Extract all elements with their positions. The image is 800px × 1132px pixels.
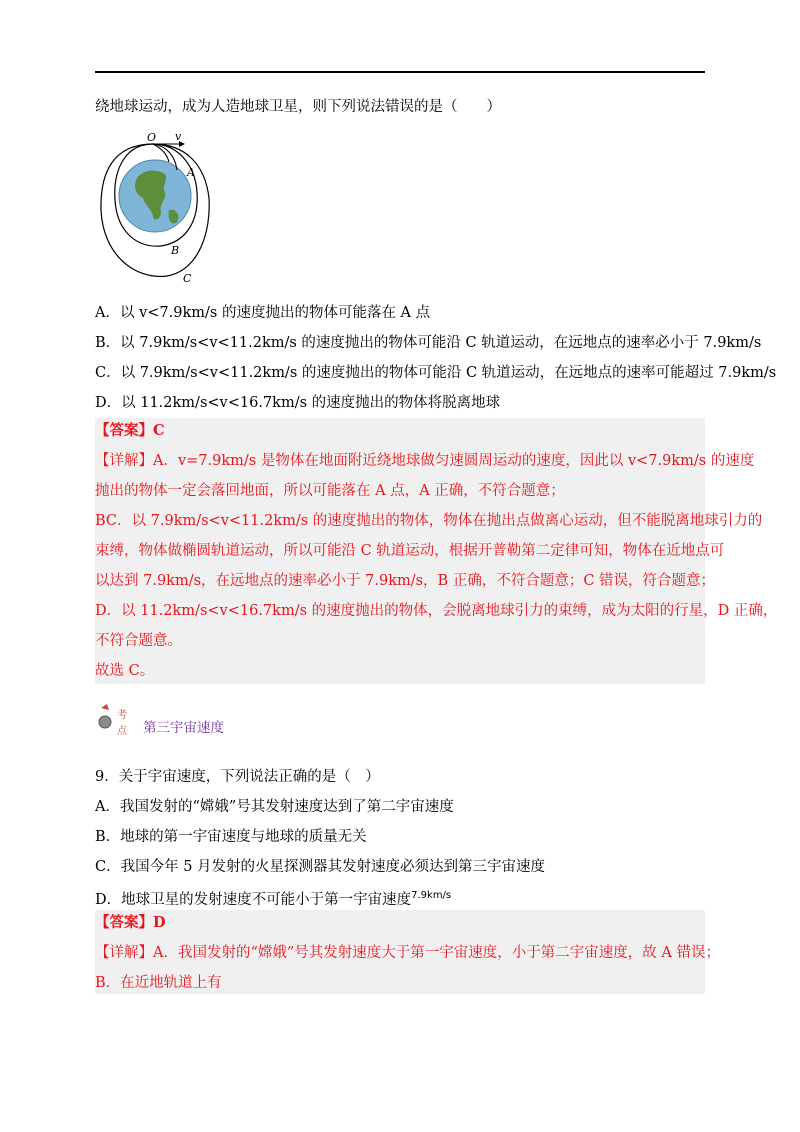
- q9-answer: 【答案】D: [95, 914, 166, 931]
- q9-option-b: B．地球的第一宇宙速度与地球的质量无关: [95, 829, 367, 845]
- q8-explain-line: D．以 11.2km/s<v<16.7km/s 的速度抛出的物体，会脱离地球引力的束缚，成为太阳的行星，D 正确，: [95, 603, 778, 619]
- kaodian-icon-text-1: 考: [117, 710, 127, 721]
- q9-answer-box: [95, 910, 720, 994]
- label-o: O: [147, 131, 157, 144]
- label-b: B: [171, 244, 180, 257]
- q9-option-d-row: [95, 886, 451, 910]
- q8-option-b: B．以 7.9km/s<v<11.2km/s 的速度抛出的物体可能沿 C 轨道运动，在远地点的速率必小于 7.9km/s: [95, 335, 762, 351]
- trajectory-figure: [95, 130, 215, 290]
- q9-explain-line: 【详解】A．我国发射的“嫦娥”号其发射速度大于第一宇宙速度，小于第二宇宙速度，故 A 错误；: [95, 945, 720, 961]
- label-v: v: [175, 130, 182, 143]
- q8-explain-line: 故选 C。: [95, 663, 155, 679]
- label-c: C: [183, 272, 192, 285]
- q9-option-a: A．我国发射的“嫦娥”号其发射速度达到了第二宇宙速度: [95, 799, 454, 815]
- q8-explain-line: 不符合题意。: [95, 633, 182, 649]
- q8-explain-line: 抛出的物体一定会落回地面，所以可能落在 A 点，A 正确，不符合题意；: [95, 483, 565, 499]
- kaodian-icon-text-2: 点: [117, 726, 127, 737]
- q9-option-d: D．地球卫星的发射速度不可能小于第一宇宙速度: [95, 892, 412, 908]
- label-a: A: [187, 166, 195, 179]
- q8-option-c: C．以 7.9km/s<v<11.2km/s 的速度抛出的物体可能沿 C 轨道运动，在远地点的速率可能超过 7.9km/s: [95, 365, 777, 381]
- q9-explain-line: B．在近地轨道上有: [95, 975, 222, 991]
- q8-explain-line: 以达到 7.9km/s，在远地点的速率必小于 7.9km/s，B 正确，不符合题意；C 错误，符合题意；: [95, 573, 716, 589]
- kaodian-title: 第三宇宙速度: [143, 720, 224, 736]
- q9-option-d-unit: 7.9km/s: [411, 890, 452, 901]
- q8-explain-line: 束缚，物体做椭圆轨道运动，所以可能沿 C 轨道运动，根据开普勒第二定律可知，物体在近地点可: [95, 543, 725, 559]
- q9-stem: 9．关于宇宙速度，下列说法正确的是（ ）: [95, 769, 380, 785]
- q8-option-d: D．以 11.2km/s<v<16.7km/s 的速度抛出的物体将脱离地球: [95, 395, 501, 411]
- kaodian-header: [95, 700, 295, 744]
- q8-option-a: A．以 v<7.9km/s 的速度抛出的物体可能落在 A 点: [95, 305, 431, 321]
- earth-orbit-diagram: [95, 130, 215, 290]
- q9-option-c: C．我国今年 5 月发射的火星探测器其发射速度必须达到第三宇宙速度: [95, 859, 546, 875]
- q8-answer: 【答案】C: [95, 422, 165, 439]
- question-intro: 绕地球运动，成为人造地球卫星，则下列说法错误的是（ ）: [95, 99, 501, 115]
- q8-explain-line: 【详解】A．v=7.9km/s 是物体在地面附近绕地球做匀速圆周运动的速度，因此以 v<7.9km/s 的速度: [95, 453, 755, 469]
- kaodian-icon: [95, 700, 135, 744]
- q8-answer-box: [95, 418, 778, 684]
- q8-explain-line: BC．以 7.9km/s<v<11.2km/s 的速度抛出的物体，物体在抛出点做离心运动，但不能脱离地球引力的: [95, 513, 763, 529]
- header-rule: [95, 71, 705, 73]
